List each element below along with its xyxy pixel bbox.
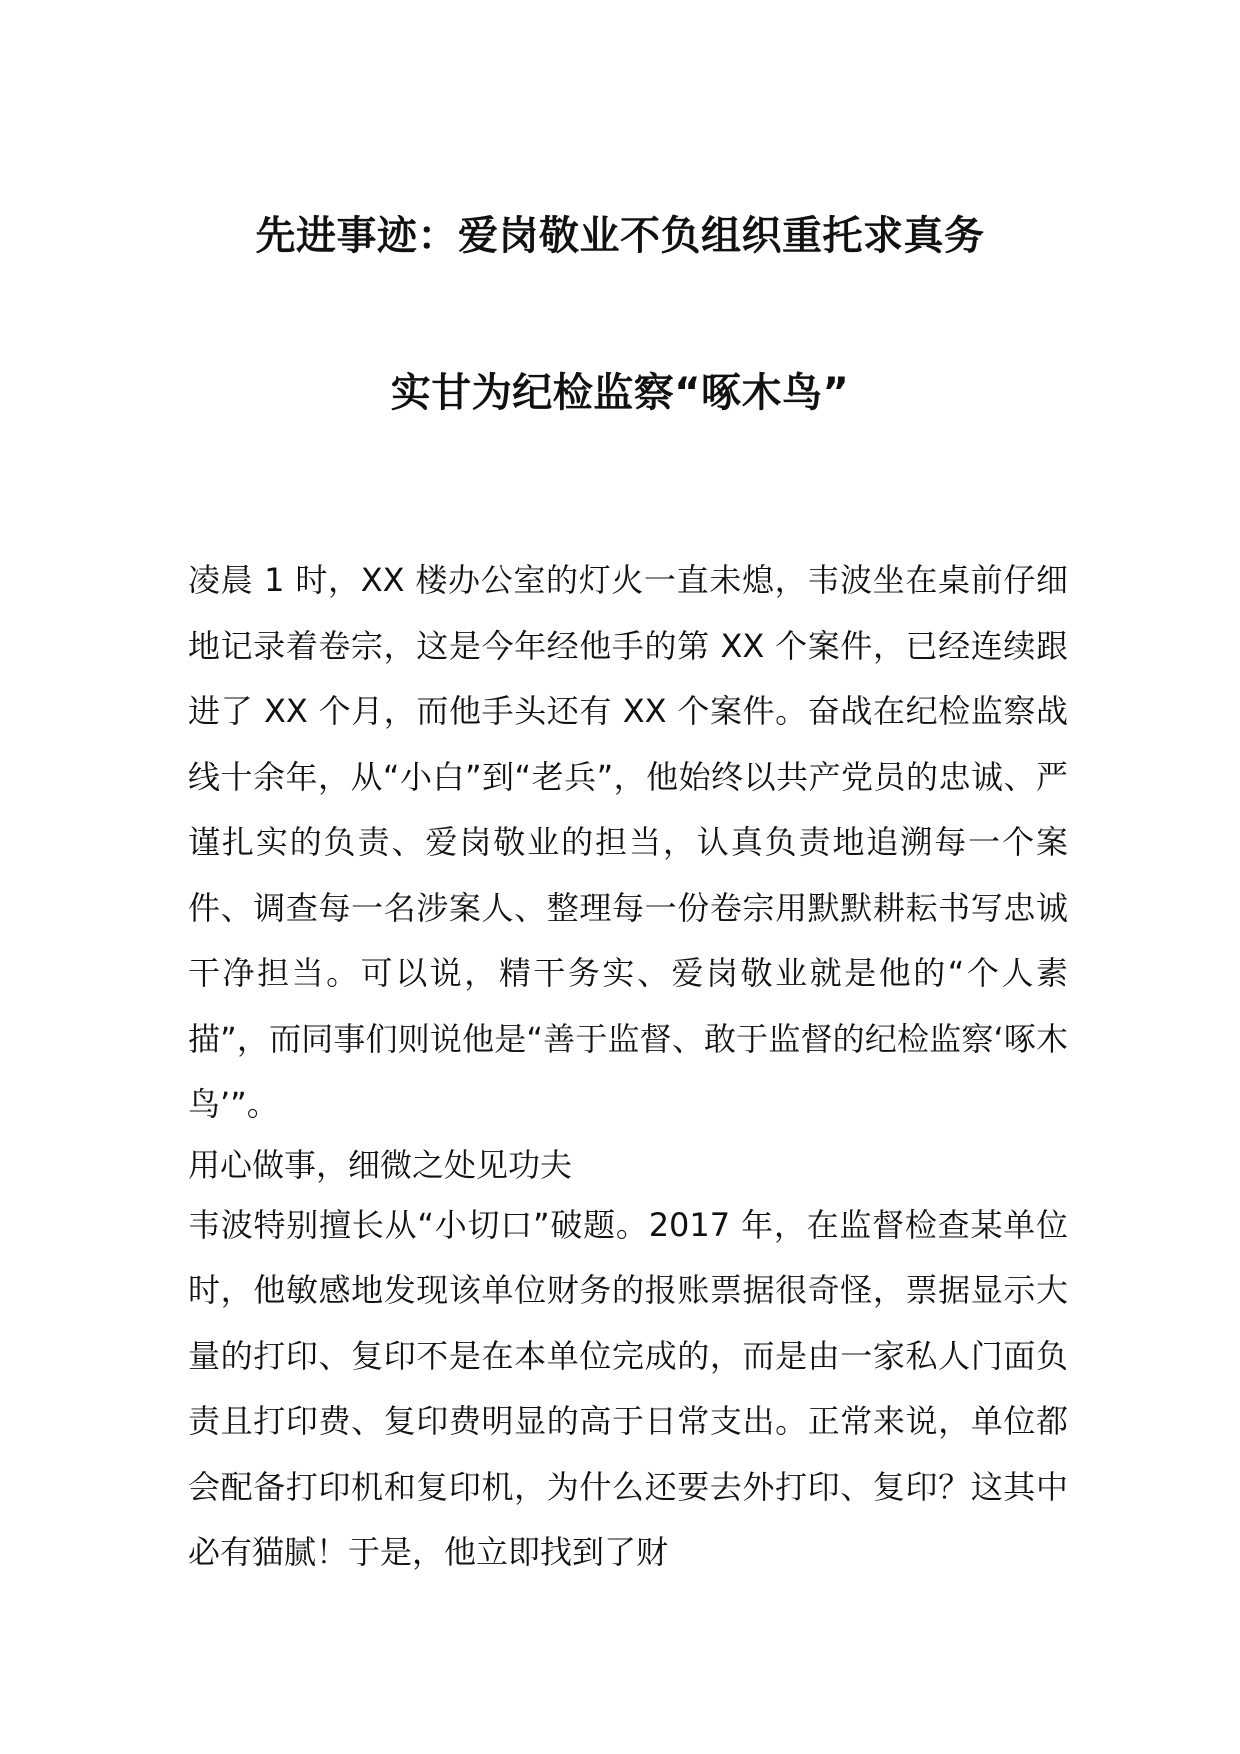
paragraph-intro: 凌晨 1 时，XX 楼办公室的灯火一直未熄，韦波坐在桌前仔细地记录着卷宗，这是今年经他手的第 XX 个案件，已经连续跟进了 XX 个月，而他手头还有 XX 个案件。奋战在纪检监察战线十余年，从“小白”到“老兵”，他始终以共产党员的忠诚、严谨扎实的负责、爱岗敬业的担当，认真负责地追溯每一个案件、调查每一名涉案人、整理每一份卷宗用默默耕耘书写忠诚干净担当。可以说，精干务实、爱岗敬业就是他的“个人素描”，而同事们则说他是“善于监督、敢于监督的纪检监察‘啄木鸟’”。 xyxy=(188,561,1068,1123)
document-body xyxy=(188,548,1068,1586)
section-heading: 用心做事，细微之处见功夫 xyxy=(188,1145,573,1184)
paragraph-section-1: 韦波特别擅长从“小切口”破题。2017 年，在监督检查某单位时，他敏感地发现该单位财务的报账票据很奇怪，票据显示大量的打印、复印不是在本单位完成的，而是由一家私人门面负责且打印费、复印费明显的高于日常支出。正常来说，单位都会配备打印机和复印机，为什么还要去外打印、复印？这其中必有猫腻！于是，他立即找到了财 xyxy=(188,1205,1068,1571)
document-title-line-2: 实甘为纪检监察“啄木鸟” xyxy=(390,370,850,416)
document-title-line-1: 先进事迹：爱岗敬业不负组织重托求真务 xyxy=(255,213,985,259)
